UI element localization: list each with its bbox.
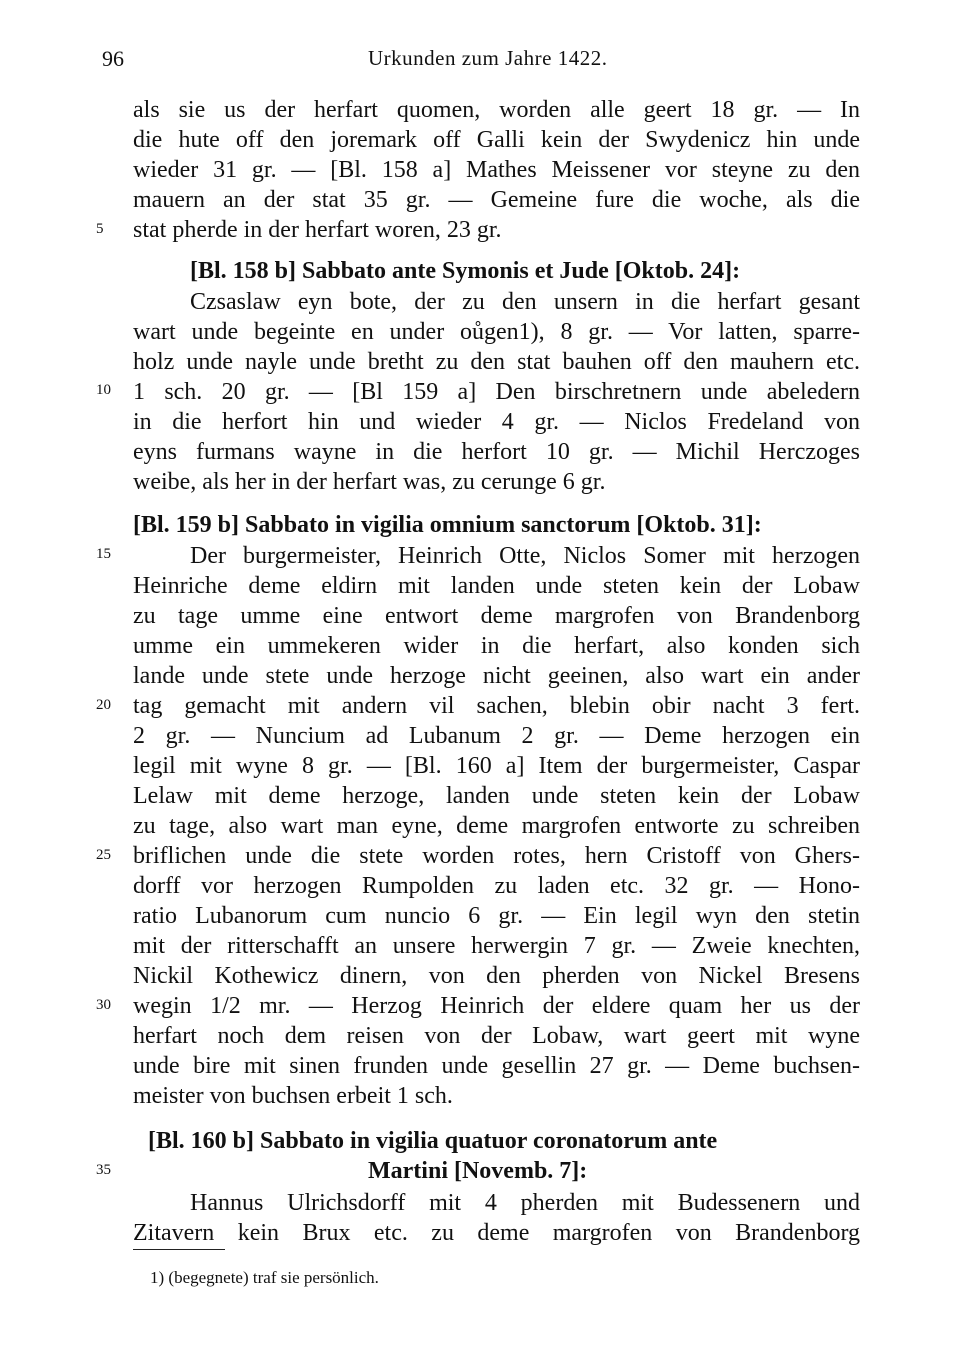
text-line: tag gemacht mit andern vil sachen, blebin obir nacht 3 fert.	[133, 693, 860, 719]
footnote-rule	[133, 1249, 225, 1250]
margin-line-number: 5	[96, 221, 104, 237]
text-line: wegin 1/2 mr. — Herzog Heinrich der eldere quam her us der	[133, 993, 860, 1019]
text-line: holz unde nayle unde bretht zu den stat bauhen off den mauhern etc.	[133, 349, 860, 375]
text-line: die hute off den joremark off Galli kein der Swydenicz hin unde	[133, 127, 860, 153]
text-line: legil mit wyne 8 gr. — [Bl. 160 a] Item der burgermeister, Caspar	[133, 753, 860, 779]
text-line: dorff vor herzogen Rumpolden zu laden etc. 32 gr. — Hono-	[133, 873, 860, 899]
text-line: stat pherde in der herfart woren, 23 gr.	[133, 217, 502, 243]
text-line: 1 sch. 20 gr. — [Bl 159 a] Den birschretnern unde abeledern	[133, 379, 860, 405]
text-line: lande unde stete unde herzoge nicht geeinen, also wart ein ander	[133, 663, 860, 689]
text-line: wart unde begeinte en under oůgen1), 8 gr. — Vor latten, sparre-	[133, 319, 860, 345]
text-line: ratio Lubanorum cum nuncio 6 gr. — Ein legil wyn den stetin	[133, 903, 860, 929]
footnote: 1) (begegnete) traf sie persönlich.	[150, 1268, 379, 1287]
text-line: eyns furmans wayne in die herfort 10 gr. — Michil Herczoges	[133, 439, 860, 465]
section-heading: [Bl. 158 b] Sabbato ante Symonis et Jude [Oktob. 24]:	[190, 258, 741, 284]
page-number: 96	[102, 46, 124, 71]
text-line: Hannus Ulrichsdorff mit 4 pherden mit Budessenern und	[190, 1190, 860, 1216]
text-line: Heinriche deme eldirn mit landen unde steten kein der Lobaw	[133, 573, 860, 599]
running-title: Urkunden zum Jahre 1422.	[368, 46, 608, 70]
section-heading-continued: Martini [Novemb. 7]:	[368, 1158, 588, 1184]
section-heading: [Bl. 160 b] Sabbato in vigilia quatuor coronatorum ante	[148, 1128, 718, 1154]
text-line: 2 gr. — Nuncium ad Lubanum 2 gr. — Deme herzogen ein	[133, 723, 860, 749]
text-line: in die herfort hin und wieder 4 gr. — Niclos Fredeland von	[133, 409, 860, 435]
text-line: umme ein ummekeren wider in die herfart, also konden sich	[133, 633, 860, 659]
section-heading: [Bl. 159 b] Sabbato in vigilia omnium sanctorum [Oktob. 31]:	[133, 512, 762, 538]
text-line: unde bire mit sinen frunden unde gesellin 27 gr. — Deme buchsen-	[133, 1053, 860, 1079]
text-line: meister von buchsen erbeit 1 sch.	[133, 1083, 453, 1109]
text-line: mit der ritterschafft an unsere herwergin 7 gr. — Zweie knechten,	[133, 933, 860, 959]
text-line: herfart noch dem reisen von der Lobaw, wart geert mit wyne	[133, 1023, 860, 1049]
text-line: Czsaslaw eyn bote, der zu den unsern in die herfart gesant	[190, 289, 860, 315]
text-line: Nickil Kothewicz dinern, von den pherden von Nickel Bresens	[133, 963, 860, 989]
text-line: als sie us der herfart quomen, worden alle geert 18 gr. — In	[133, 97, 860, 123]
text-line: briflichen unde die stete worden rotes, hern Cristoff von Ghers-	[133, 843, 860, 869]
text-line: zu tage, also wart man eyne, deme margrofen entworte zu schreiben	[133, 813, 860, 839]
text-line: mauern an der stat 35 gr. — Gemeine fure die woche, als die	[133, 187, 860, 213]
text-line: Der burgermeister, Heinrich Otte, Niclos Somer mit herzogen	[190, 543, 860, 569]
text-line: weibe, als her in der herfart was, zu cerunge 6 gr.	[133, 469, 606, 495]
text-line: zu tage umme eine entwort deme margrofen von Brandenborg	[133, 603, 860, 629]
margin-line-number: 25	[96, 847, 111, 863]
margin-line-number: 30	[96, 997, 111, 1013]
margin-line-number: 35	[96, 1162, 111, 1178]
text-line: wieder 31 gr. — [Bl. 158 a] Mathes Meissener vor steyne zu den	[133, 157, 860, 183]
text-line: Lelaw mit deme herzoge, landen unde steten kein der Lobaw	[133, 783, 860, 809]
margin-line-number: 15	[96, 546, 111, 562]
text-line: Zitavern kein Brux etc. zu deme margrofen von Brandenborg	[133, 1220, 860, 1246]
margin-line-number: 10	[96, 382, 111, 398]
margin-line-number: 20	[96, 697, 111, 713]
